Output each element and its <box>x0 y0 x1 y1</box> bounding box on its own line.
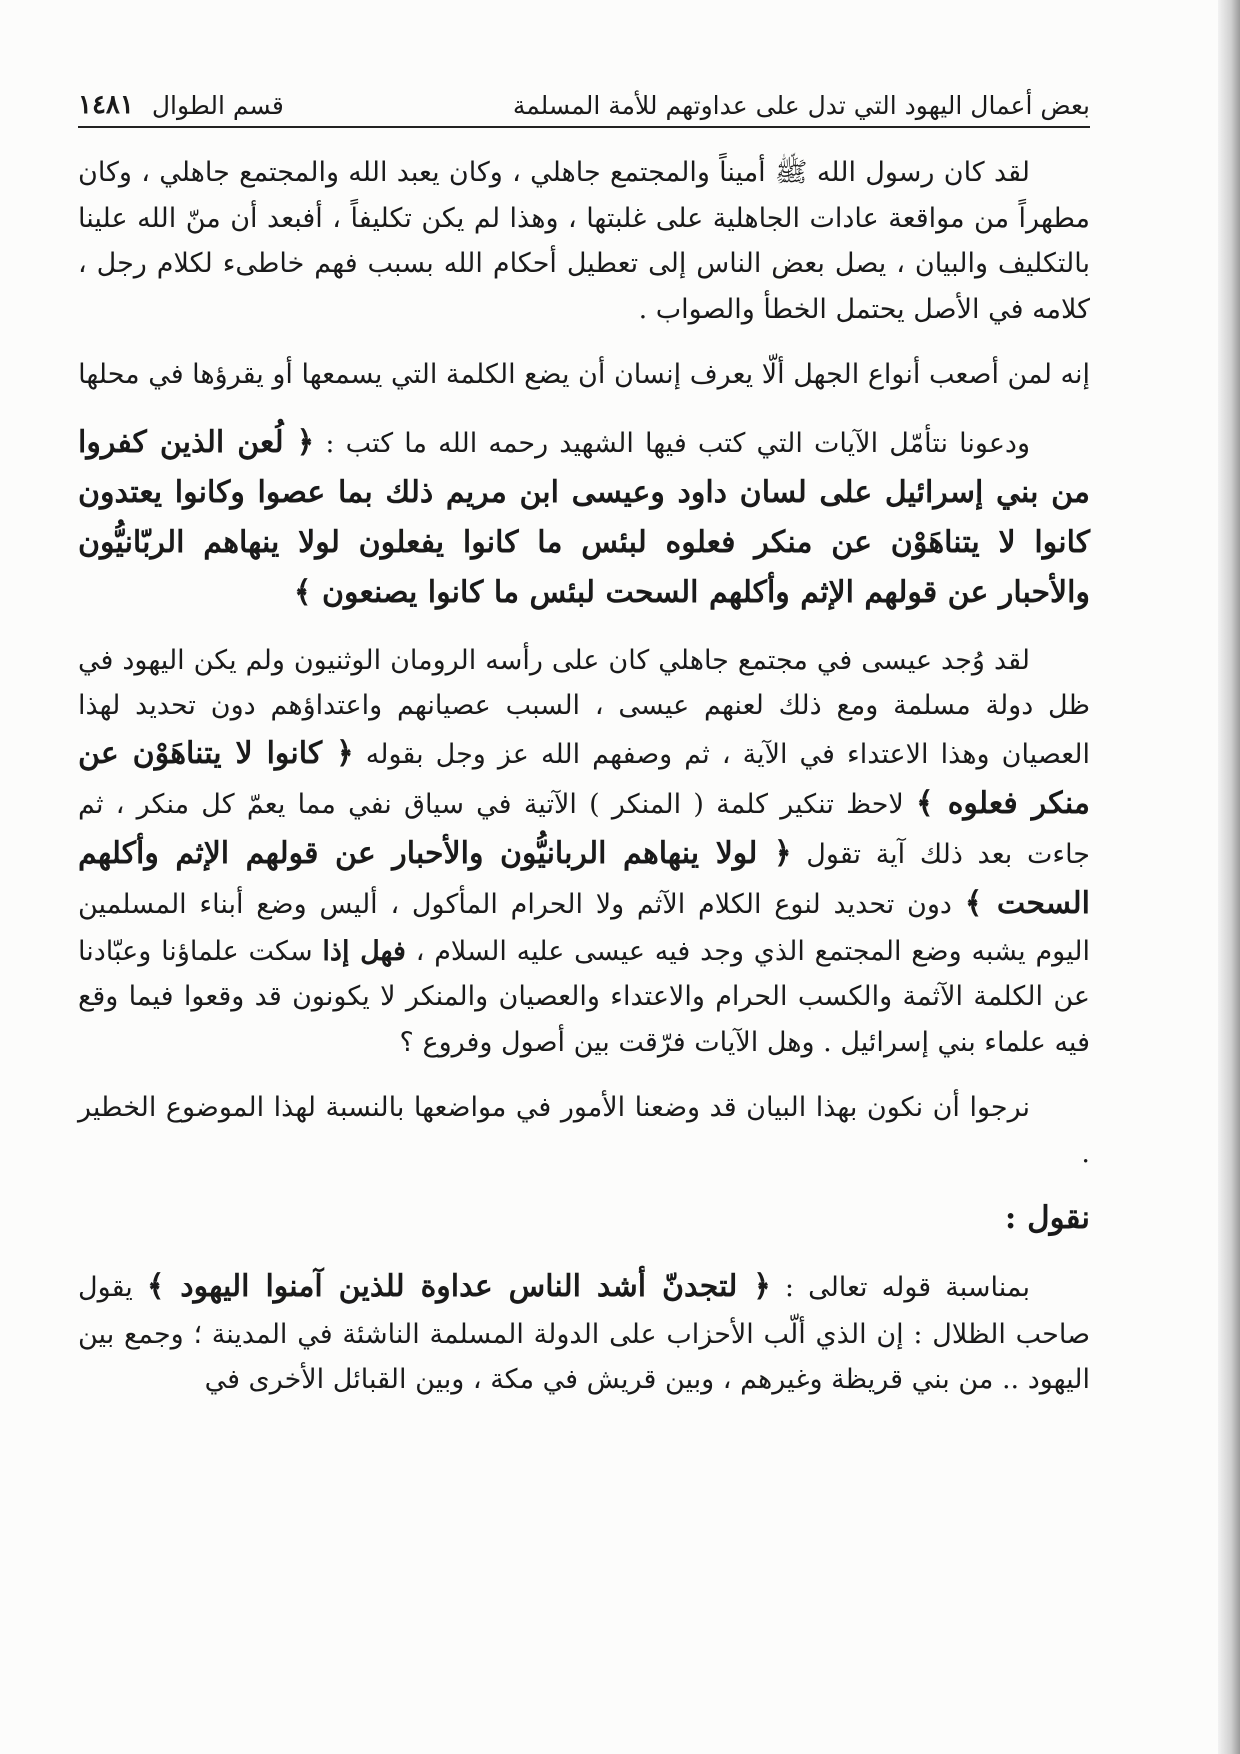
paragraph-4-part-d: سكت علماؤنا وعبّادنا عن الكلمة الآثمة والكسب الحرام والاعتداء والعصيان والمنكر لا يكونون قد وقعوا فيما وقع فيه علماء بني إسرائيل . وهل الآيات فرّقت بين أصول وفروع ؟ <box>78 935 1090 1058</box>
paragraph-5: نرجوا أن نكون بهذا البيان قد وضعنا الأمور في مواضعها بالنسبة لهذا الموضوع الخطير . <box>78 1092 1090 1169</box>
paragraph-4-part-a: لقد وُجد عيسى في مجتمع جاهلي كان على رأسه الرومان الوثنيون ولم يكن اليهود في ظل دولة مسلمة ومع ذلك لعنهم عيسى ، السبب عصيانهم واعتداؤهم دون تحديد لهذا العصيان وهذا الاعتداء في الآية ، ثم وصفهم الله عز وجل بقوله <box>78 644 1090 770</box>
section-heading: نقول : <box>1004 1200 1090 1236</box>
paragraph-1: لقد كان رسول الله ﷺ أميناً والمجتمع جاهلي ، وكان يعبد الله والمجتمع جاهلي ، وكان مطهراً من مواقعة عادات الجاهلية على غلبتها ، وهذا لم يكن تكليفاً ، أفبعد أن منّ الله علينا بالتكليف والبيان ، يصل بعض الناس إلى تعطيل أحكام الله بسبب فهم خاطىء لكلام رجل ، كلامه في الأصل يحتمل الخطأ والصواب . <box>78 157 1090 325</box>
quran-verse-3: ﴿ لولا ينهاهم الربانيُّون والأحبار عن قولهم الإثم وأكلهم السحت ﴾ <box>78 835 1090 921</box>
paragraph-2: إنه لمن أصعب أنواع الجهل ألّا يعرف إنسان أن يضع الكلمة التي يسمعها أو يقرؤها في محلها <box>78 359 1090 390</box>
paragraph-4-part-b: لاحظ تنكير كلمة ( المنكر ) الآتية في سياق نفي مما يعمّ كل منكر ، ثم جاءت بعد ذلك آية تقول <box>78 788 1090 870</box>
quran-verse-1: ﴿ لُعن الذين كفروا من بني إسرائيل على لسان داود وعيسى ابن مريم ذلك بما عصوا وكانوا يعتدون كانوا لا يتناهَوْن عن منكر فعلوه لبئس ما كانوا يفعلون لولا ينهاهم الربّانيُّون والأحبار عن قولهم الإثم وأكلهم السحت لبئس ما كانوا يصنعون ﴾ <box>78 424 1090 610</box>
running-header <box>78 72 1090 120</box>
paragraph-6-intro: بمناسبة قوله تعالى : <box>784 1271 1030 1303</box>
section-name: قسم الطوال <box>151 91 284 120</box>
paragraph-3 <box>78 418 1090 618</box>
paragraph-4-bold: فهل إذا <box>322 935 406 967</box>
running-title: بعض أعمال اليهود التي تدل على عداوتهم للأمة المسلمة <box>512 91 1090 120</box>
paragraph-6 <box>78 1262 1090 1403</box>
page-number: ١٤٨١ <box>78 90 134 120</box>
page-edge-shadow <box>1218 0 1240 1754</box>
paragraph-3-intro: ودعونا نتأمّل الآيات التي كتب فيها الشهيد رحمه الله ما كتب : <box>325 427 1030 459</box>
page-body <box>78 150 1090 1423</box>
paragraph-4 <box>78 638 1090 1066</box>
header-rule <box>78 126 1090 128</box>
quran-verse-2: ﴿ كانوا لا يتناهَوْن عن منكر فعلوه ﴾ <box>78 735 1090 821</box>
paragraph-6-rest: يقول صاحب الظلال : إن الذي ألّب الأحزاب على الدولة المسلمة الناشئة في المدينة ؛ وجمع بين اليهود .. من بني قريظة وغيرهم ، وبين قريش في مكة ، وبين القبائل الأخرى في <box>78 1271 1090 1395</box>
header-left-group <box>78 90 284 120</box>
paragraph-4-part-c: دون تحديد لنوع الكلام الآثم ولا الحرام المأكول ، أليس وضع أبناء المسلمين اليوم يشبه وضع المجتمع الذي وجد فيه عيسى عليه السلام ، <box>78 888 1091 967</box>
quran-verse-4: ﴿ لتجدنّ أشد الناس عداوة للذين آمنوا اليهود ﴾ <box>146 1268 771 1304</box>
